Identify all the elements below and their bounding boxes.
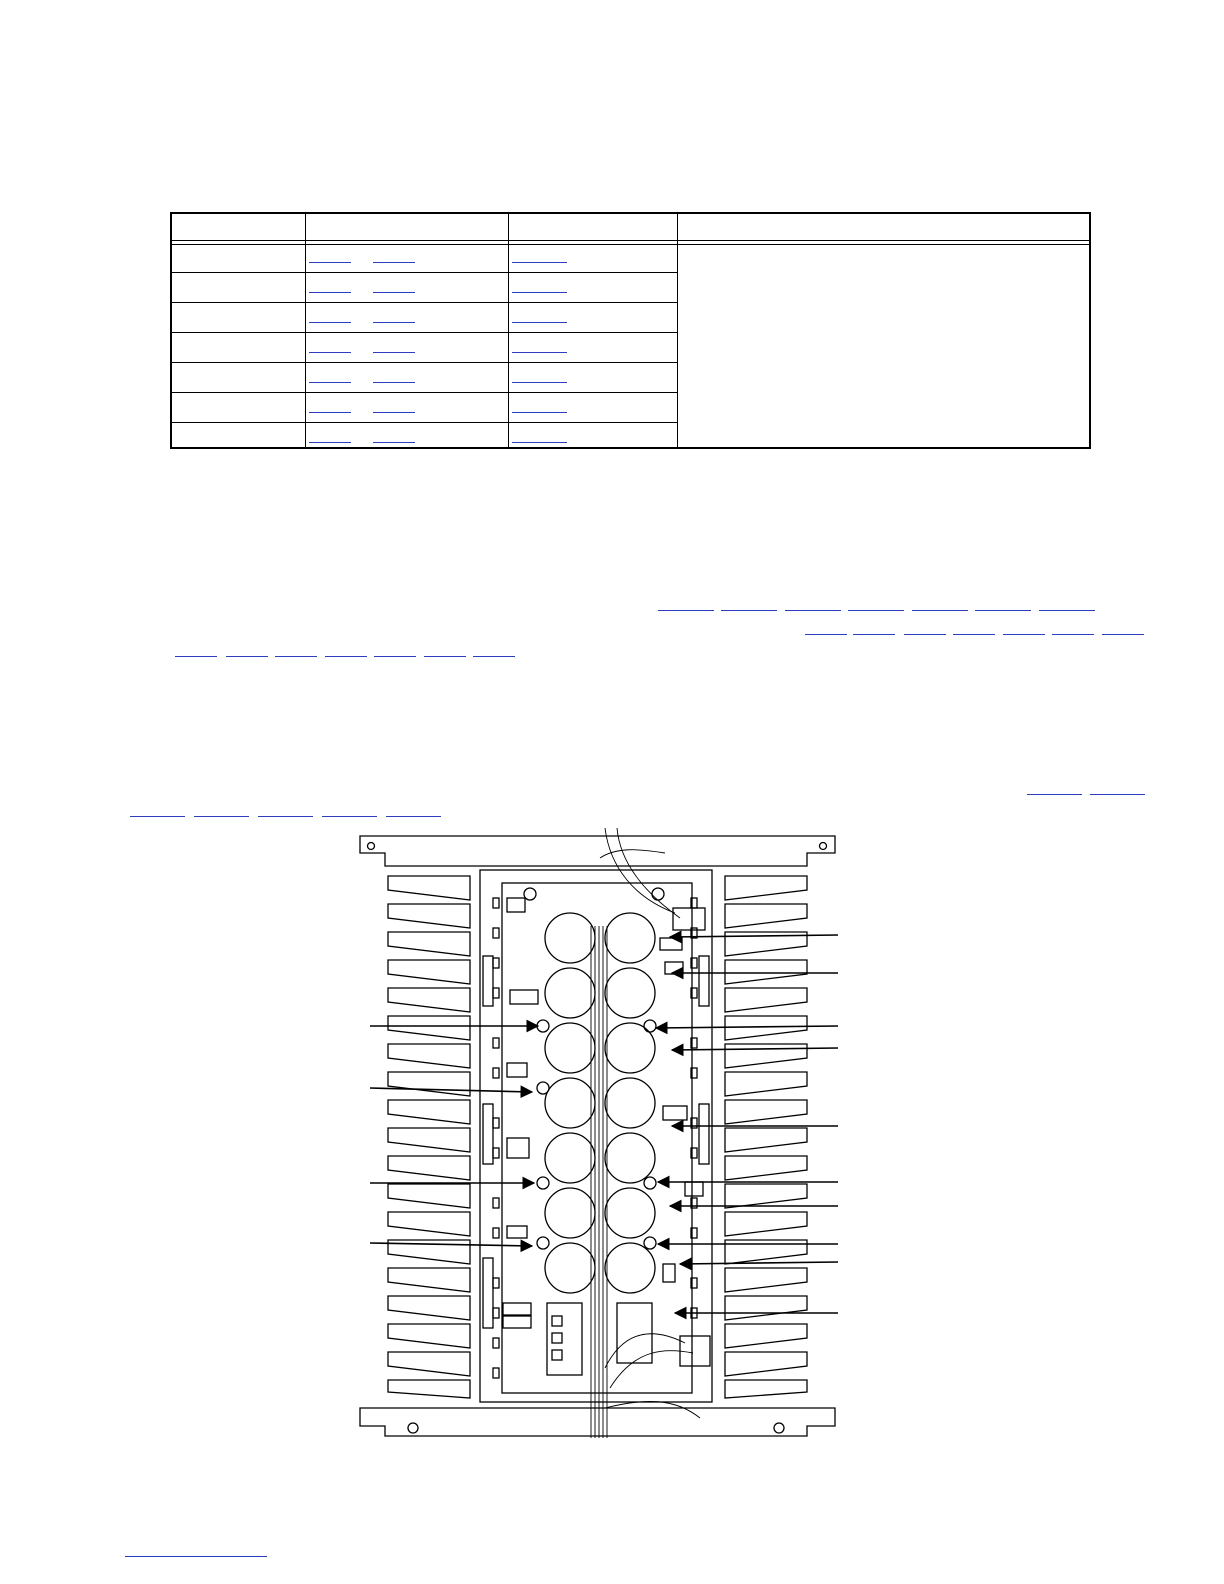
callout-arrow — [370, 1088, 532, 1092]
callout-arrow — [370, 1243, 532, 1246]
footer-link[interactable] — [125, 1556, 267, 1557]
callout-arrow — [680, 1262, 838, 1264]
callout-arrow — [656, 1026, 838, 1028]
callout-arrow — [672, 1048, 838, 1050]
callout-arrow — [670, 935, 838, 937]
